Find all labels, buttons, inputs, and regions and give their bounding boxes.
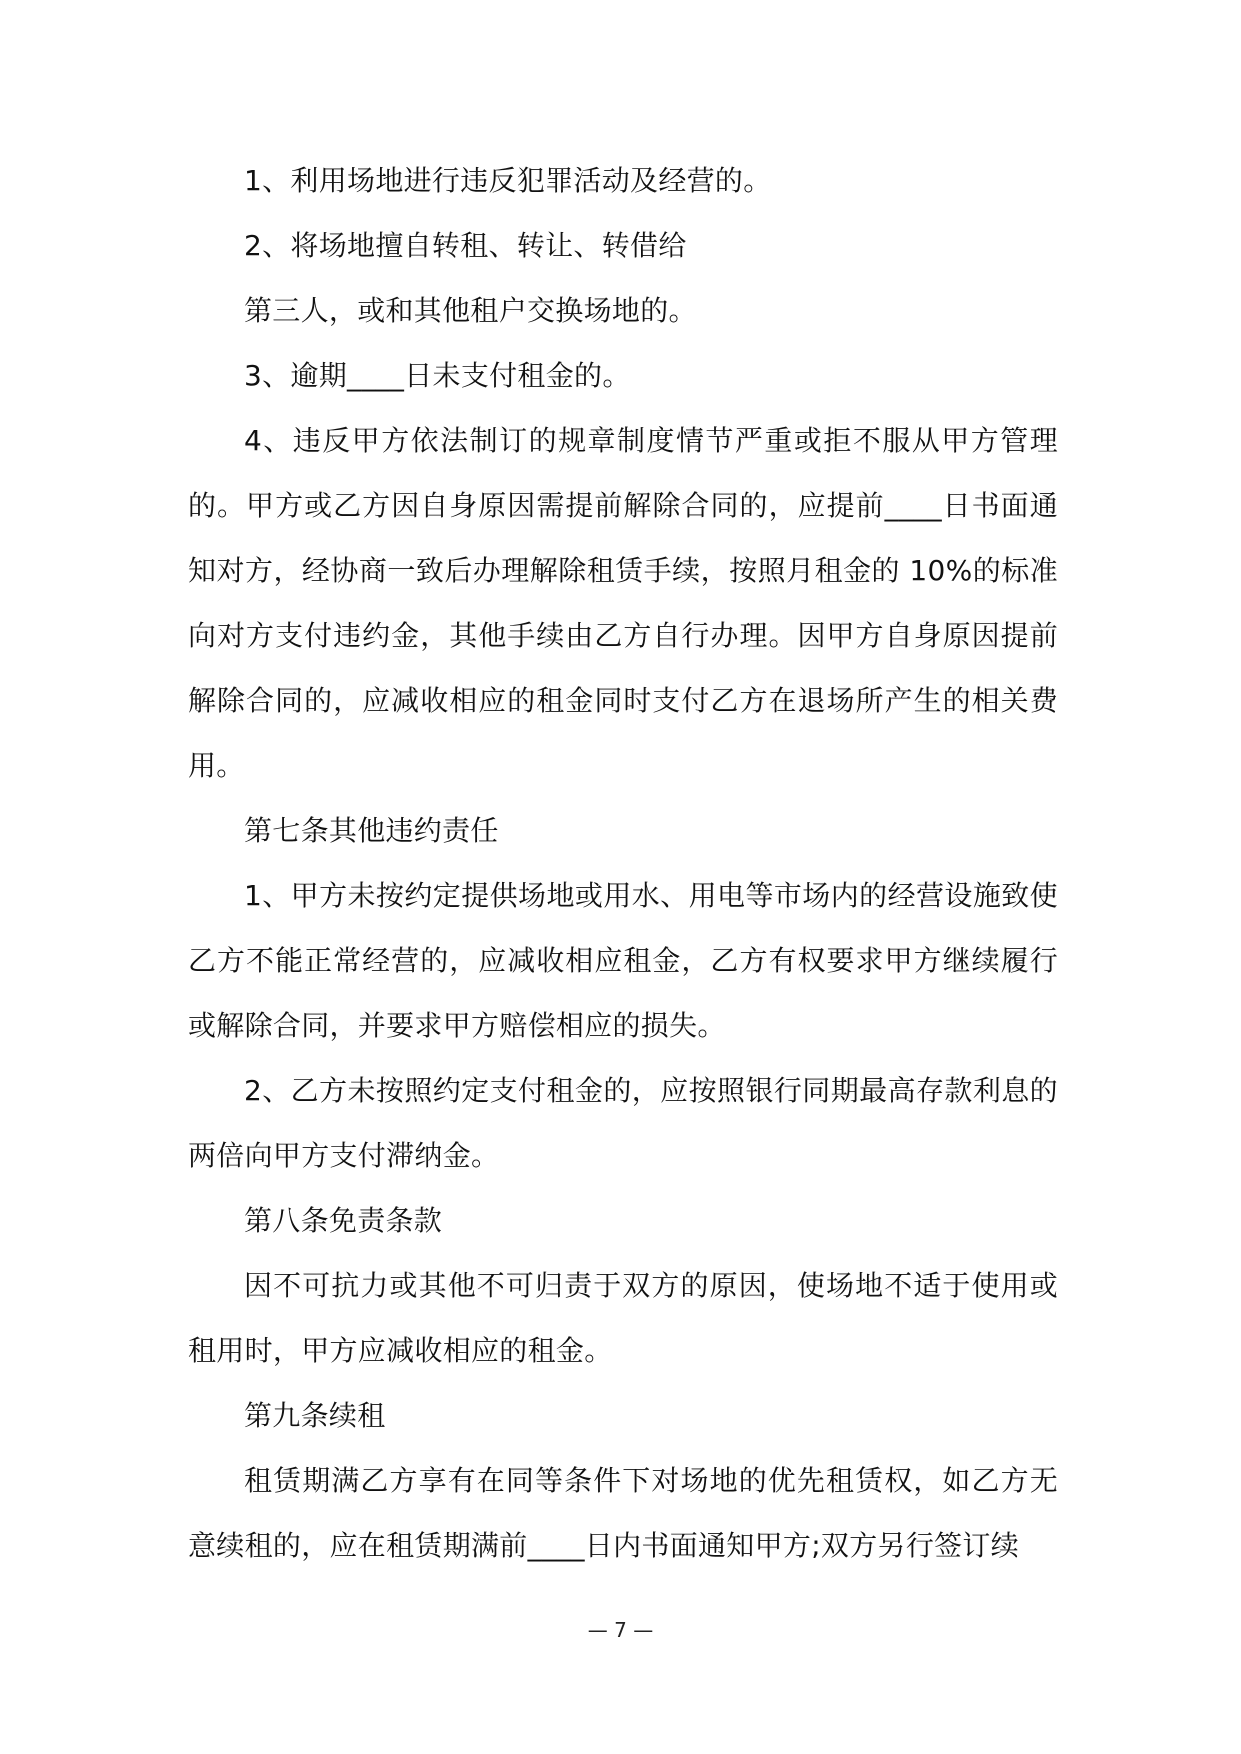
document-body: [188, 148, 1058, 1578]
paragraph-article-8: 因不可抗力或其他不可归责于双方的原因，使场地不适于使用或租用时，甲方应减收相应的租金。: [188, 1269, 1058, 1367]
paragraph-clause-3: 3、逾期____日未支付租金的。: [244, 359, 631, 392]
paragraph-article-7-item-2: 2、乙方未按照约定支付租金的，应按照银行同期最高存款利息的两倍向甲方支付滞纳金。: [188, 1074, 1058, 1172]
section-heading-article-9: 第九条续租: [244, 1399, 386, 1432]
section-heading-article-8: 第八条免责条款: [244, 1204, 443, 1237]
paragraph-clause-4: 4、违反甲方依法制订的规章制度情节严重或拒不服从甲方管理的。甲方或乙方因自身原因需提前解除合同的，应提前____日书面通知对方，经协商一致后办理解除租赁手续，按照月租金的 10%的标准向对方支付违约金，其他手续由乙方自行办理。因甲方自身原因提前解除合同的，应减收相应的租金同时支付乙方在退场所产生的相关费用。: [188, 424, 1058, 782]
paragraph-clause-1: 1、利用场地进行违反犯罪活动及经营的。: [244, 164, 772, 197]
page-number: — 7 —: [587, 1618, 654, 1642]
paragraph-article-7-item-1: 1、甲方未按约定提供场地或用水、用电等市场内的经营设施致使乙方不能正常经营的，应减收相应租金，乙方有权要求甲方继续履行或解除合同，并要求甲方赔偿相应的损失。: [188, 879, 1058, 1042]
paragraph-clause-2-continued: 第三人，或和其他租户交换场地的。: [244, 294, 697, 327]
paragraph-article-9: 租赁期满乙方享有在同等条件下对场地的优先租赁权，如乙方无意续租的，应在租赁期满前____日内书面通知甲方;双方另行签订续: [188, 1464, 1058, 1562]
paragraph-clause-2: 2、将场地擅自转租、转让、转借给: [244, 229, 687, 262]
section-heading-article-7: 第七条其他违约责任: [244, 814, 499, 847]
